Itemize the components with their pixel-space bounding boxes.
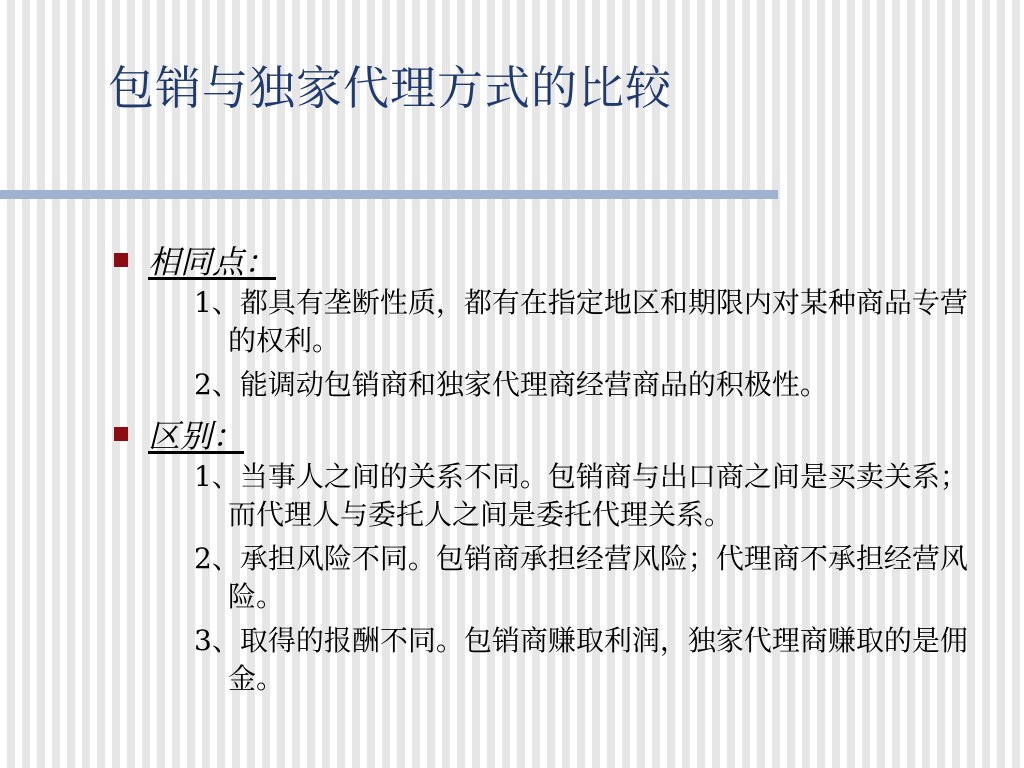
section-heading <box>114 410 984 458</box>
list-item: 3、取得的报酬不同。包销商赚取利润，独家代理商赚取的是佣金。 <box>194 624 968 695</box>
section-similarities <box>114 236 984 404</box>
list-item: 2、能调动包销商和独家代理商经营商品的积极性。 <box>194 368 828 401</box>
similarities-list <box>114 284 984 404</box>
square-bullet-icon <box>114 427 128 441</box>
slide-title: 包销与独家代理方式的比较 <box>108 61 672 115</box>
section-differences <box>114 410 984 698</box>
section-label: 相同点： <box>148 243 277 281</box>
differences-list <box>114 458 984 698</box>
title-divider <box>0 190 778 199</box>
list-item: 2、承担风险不同。包销商承担经营风险；代理商不承担经营风险。 <box>194 542 968 613</box>
section-label: 区别： <box>148 417 245 455</box>
slide-content <box>114 236 984 704</box>
list-item: 1、都具有垄断性质，都有在指定地区和期限内对某种商品专营的权利。 <box>194 286 968 357</box>
section-heading <box>114 236 984 284</box>
square-bullet-icon <box>114 253 128 267</box>
list-item: 1、当事人之间的关系不同。包销商与出口商之间是买卖关系；而代理人与委托人之间是委托代理关系。 <box>194 460 968 531</box>
